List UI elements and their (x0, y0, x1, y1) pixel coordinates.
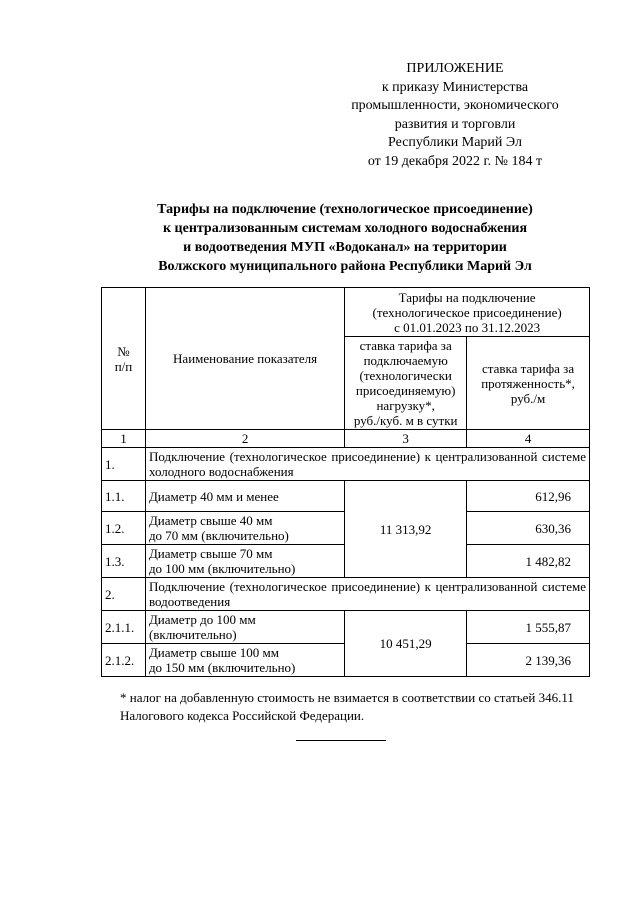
footnote-line: Налогового кодекса Российской Федерации. (120, 708, 365, 723)
header-row (102, 288, 590, 337)
title-line: Тарифы на подключение (технологическое присоединение) (157, 202, 533, 217)
length-rate-value: 612,96 (467, 481, 590, 512)
appendix-line: Республики Марий Эл (388, 135, 522, 150)
appendix-line: развития и торговли (394, 116, 516, 132)
row-num: 1.3. (102, 545, 146, 578)
column-numbers-row (102, 430, 590, 448)
load-rate-value: 10 451,29 (345, 611, 467, 677)
load-rate-value: 11 313,92 (345, 481, 467, 578)
title-line: Волжского муниципального района Республики Марий Эл (158, 259, 532, 274)
row-name: Диаметр 40 мм и менее (145, 481, 344, 512)
section-num: 2. (102, 578, 146, 611)
title-line: и водоотведения МУП «Водоканал» на территории (183, 240, 507, 255)
table-row (102, 611, 590, 644)
length-rate-value: 2 139,36 (467, 644, 590, 677)
row-num: 1.1. (102, 481, 146, 512)
column-number: 1 (102, 430, 146, 448)
section-title: Подключение (технологическое присоединение) к централизованной системе водоотведения (145, 578, 589, 611)
row-name: Диаметр свыше 70 мм до 100 мм (включительно) (145, 545, 344, 578)
section-row (102, 448, 590, 481)
row-num: 1.2. (102, 512, 146, 545)
row-name: Диаметр свыше 40 мм до 70 мм (включительно) (145, 512, 344, 545)
column-number: 2 (145, 430, 344, 448)
tariffs-table (101, 287, 590, 677)
section-title: Подключение (технологическое присоединение) к централизованной системе холодного водоснабжения (145, 448, 589, 481)
appendix-heading: ПРИЛОЖЕНИЕ (406, 61, 504, 76)
closing-rule (296, 740, 386, 741)
column-number: 4 (467, 430, 590, 448)
appendix-line: промышленности, экономического (351, 98, 559, 113)
title-line: к централизованным системам холодного водоснабжения (162, 221, 528, 236)
length-rate-value: 630,36 (467, 512, 590, 545)
length-rate-value: 1 555,87 (467, 611, 590, 644)
footnote-line: * налог на добавленную стоимость не взимается в соответствии со статьей 346.11 (120, 690, 574, 705)
row-name: Диаметр до 100 мм (включительно) (145, 611, 344, 644)
row-num: 2.1.2. (102, 644, 146, 677)
document-title (100, 200, 590, 276)
appendix-block (330, 60, 580, 171)
section-row (102, 578, 590, 611)
footnote (120, 689, 590, 725)
header-length-rate: ставка тарифа за протяженность*, руб./м (467, 337, 590, 430)
table-row (102, 481, 590, 512)
row-name: Диаметр свыше 100 мм до 150 мм (включительно) (145, 644, 344, 677)
row-num: 2.1.1. (102, 611, 146, 644)
header-tariff-group: Тарифы на подключение (технологическое присоединение) с 01.01.2023 по 31.12.2023 (345, 288, 590, 337)
section-num: 1. (102, 448, 146, 481)
header-load-rate: ставка тарифа за подключаемую (технологически присоединяемую) нагрузку*, руб./куб. м в сутки (345, 337, 467, 430)
appendix-line: к приказу Министерства (381, 79, 529, 95)
header-num: № п/п (102, 288, 146, 430)
length-rate-value: 1 482,82 (467, 545, 590, 578)
column-number: 3 (345, 430, 467, 448)
appendix-order-date: от 19 декабря 2022 г. № 184 т (367, 153, 543, 169)
header-name: Наименование показателя (145, 288, 344, 430)
